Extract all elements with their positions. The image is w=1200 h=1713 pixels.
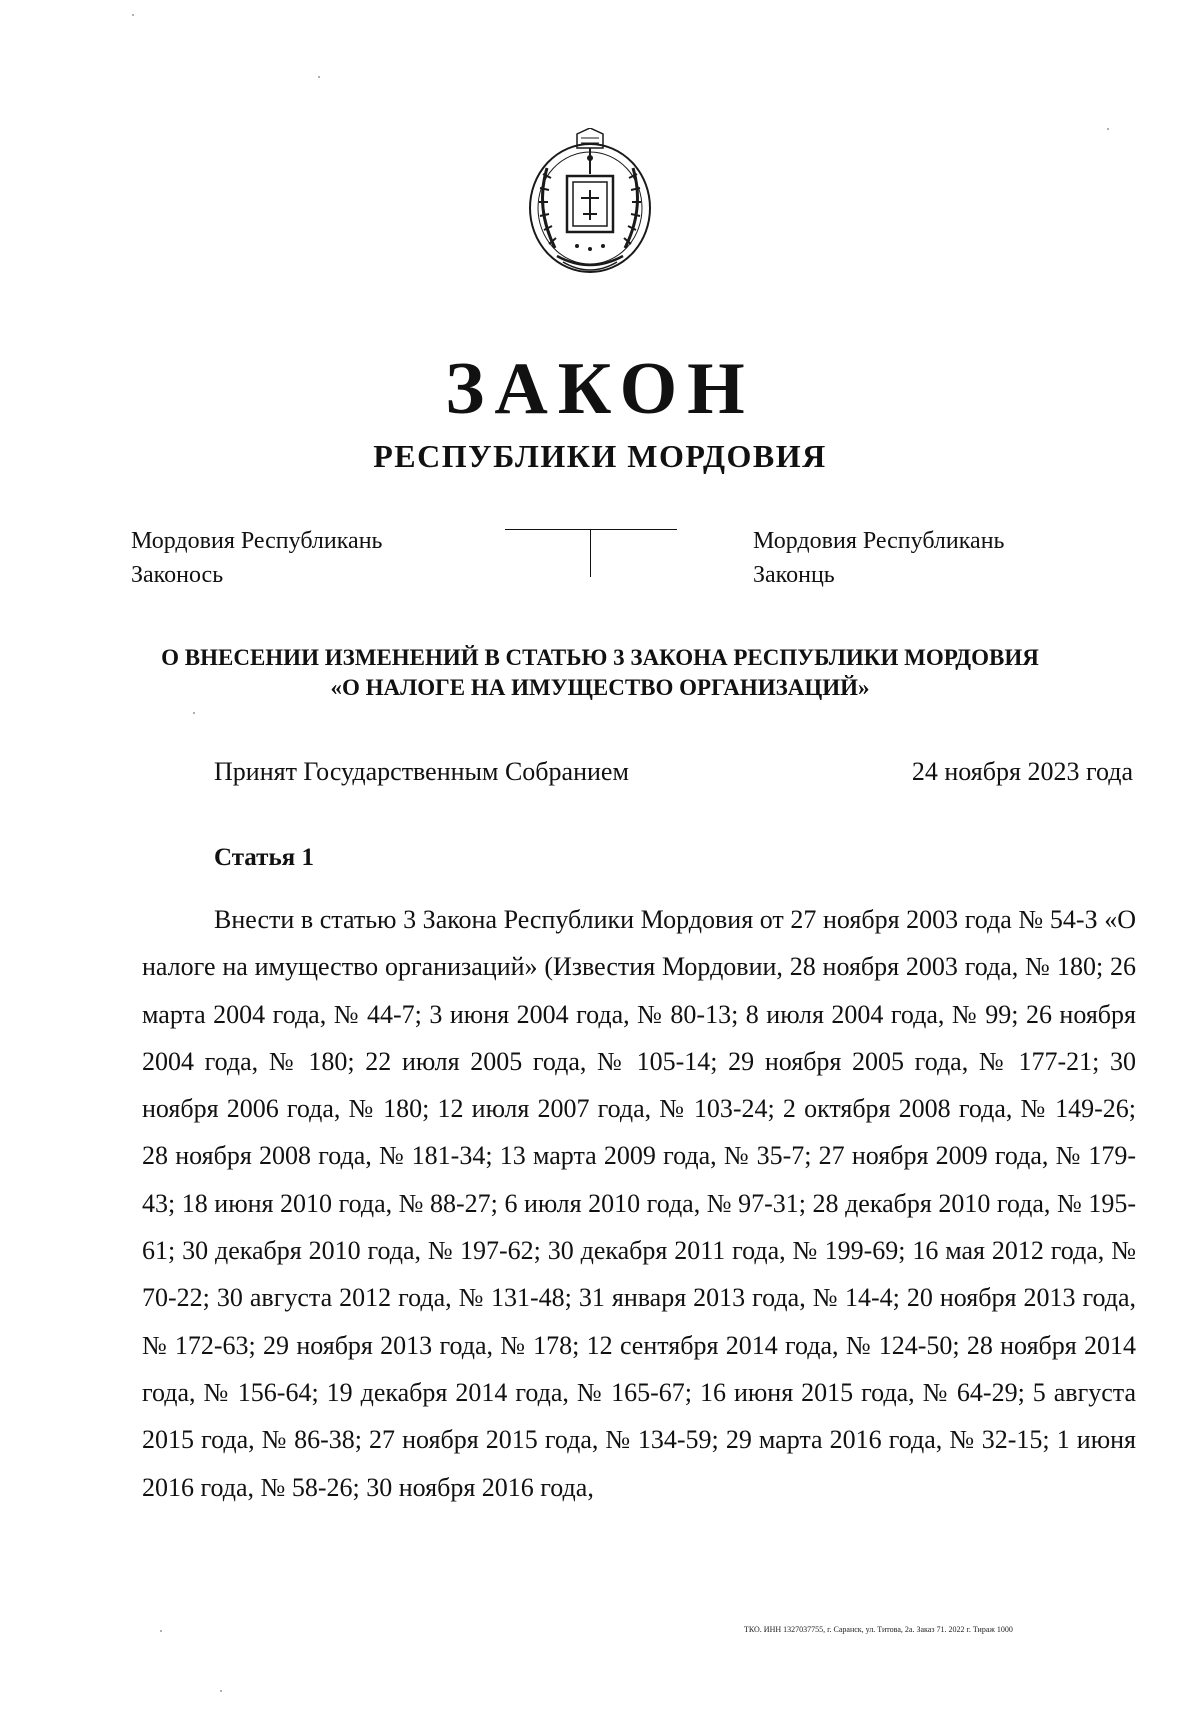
law-heading-line: «О НАЛОГЕ НА ИМУЩЕСТВО ОРГАНИЗАЦИЙ» — [330, 675, 870, 700]
registration-separator-vertical — [590, 529, 591, 577]
law-heading — [0, 643, 1200, 703]
article-body: Внести в статью 3 Закона Республики Мордовия от 27 ноября 2003 года № 54-З «О налоге на имущество организаций» (Известия Мордовии, 28 ноября 2003 года, № 180; 26 марта 2004 года, № 44-7; 3 июня 2004 года, № 80-13; 8 июля 2004 года, № 99; 26 ноября 2004 года, № 180; 22 июля 2005 года, № 105-14; 29 ноября 2005 года, № 177-21; 30 ноября 2006 года, № 180; 12 июля 2007 года, № 103-24; 2 октября 2008 года, № 149-26; 28 ноября 2008 года, № 181-34; 13 марта 2009 года, № 35-7; 27 ноября 2009 года, № 179-43; 18 июня 2010 года, № 88-27; 6 июля 2010 года, № 97-31; 28 декабря 2010 года, № 195-61; 30 декабря 2010 года, № 197-62; 30 декабря 2011 года, № 199-69; 16 мая 2012 года, № 70-22; 30 августа 2012 года, № 131-48; 31 января 2013 года, № 14-4; 20 ноября 2013 года, № 172-63; 29 ноября 2013 года, № 178; 12 сентября 2014 года, № 124-50; 28 ноября 2014 года, № 156-64; 19 декабря 2014 года, № 165-67; 16 июня 2015 года, № 64-29; 5 августа 2015 года, № 86-38; 27 ноября 2015 года, № 134-59; 29 марта 2016 года, № 32-15; 1 июня 2016 года, № 58-26; 30 ноября 2016 года, — [142, 905, 1136, 1502]
adopted-date: 24 ноября 2023 года — [911, 757, 1133, 786]
left-header-line: Мордовия Республикань — [131, 528, 383, 554]
article-title: Статья 1 — [214, 844, 314, 871]
law-heading-line: О ВНЕСЕНИИ ИЗМЕНЕНИЙ В СТАТЬЮ 3 ЗАКОНА РЕСПУБЛИКИ МОРДОВИЯ — [161, 645, 1039, 670]
scan-speck — [318, 76, 320, 78]
left-header-line: Законось — [131, 562, 224, 588]
scan-speck — [220, 1690, 222, 1692]
adopted-by: Принят Государственным Собранием — [214, 757, 629, 786]
registration-separator — [505, 529, 677, 530]
scan-speck — [193, 712, 195, 714]
scan-speck — [160, 1630, 162, 1632]
right-header-block — [753, 524, 1004, 592]
right-header-line: Законць — [753, 562, 835, 588]
right-header-line: Мордовия Республикань — [753, 528, 1005, 554]
document-subtitle: РЕСПУБЛИКИ МОРДОВИЯ — [373, 438, 827, 474]
scan-speck — [1107, 128, 1109, 130]
document-title: ЗАКОН — [445, 348, 755, 430]
print-info: ТКО. ИНН 1327037755, г. Саранск, ул. Титова, 2а. Заказ 71. 2022 г. Тираж 1000 — [744, 1625, 1013, 1634]
scan-speck — [132, 14, 134, 16]
coat-of-arms-icon — [517, 128, 663, 278]
left-header-block — [131, 524, 382, 592]
